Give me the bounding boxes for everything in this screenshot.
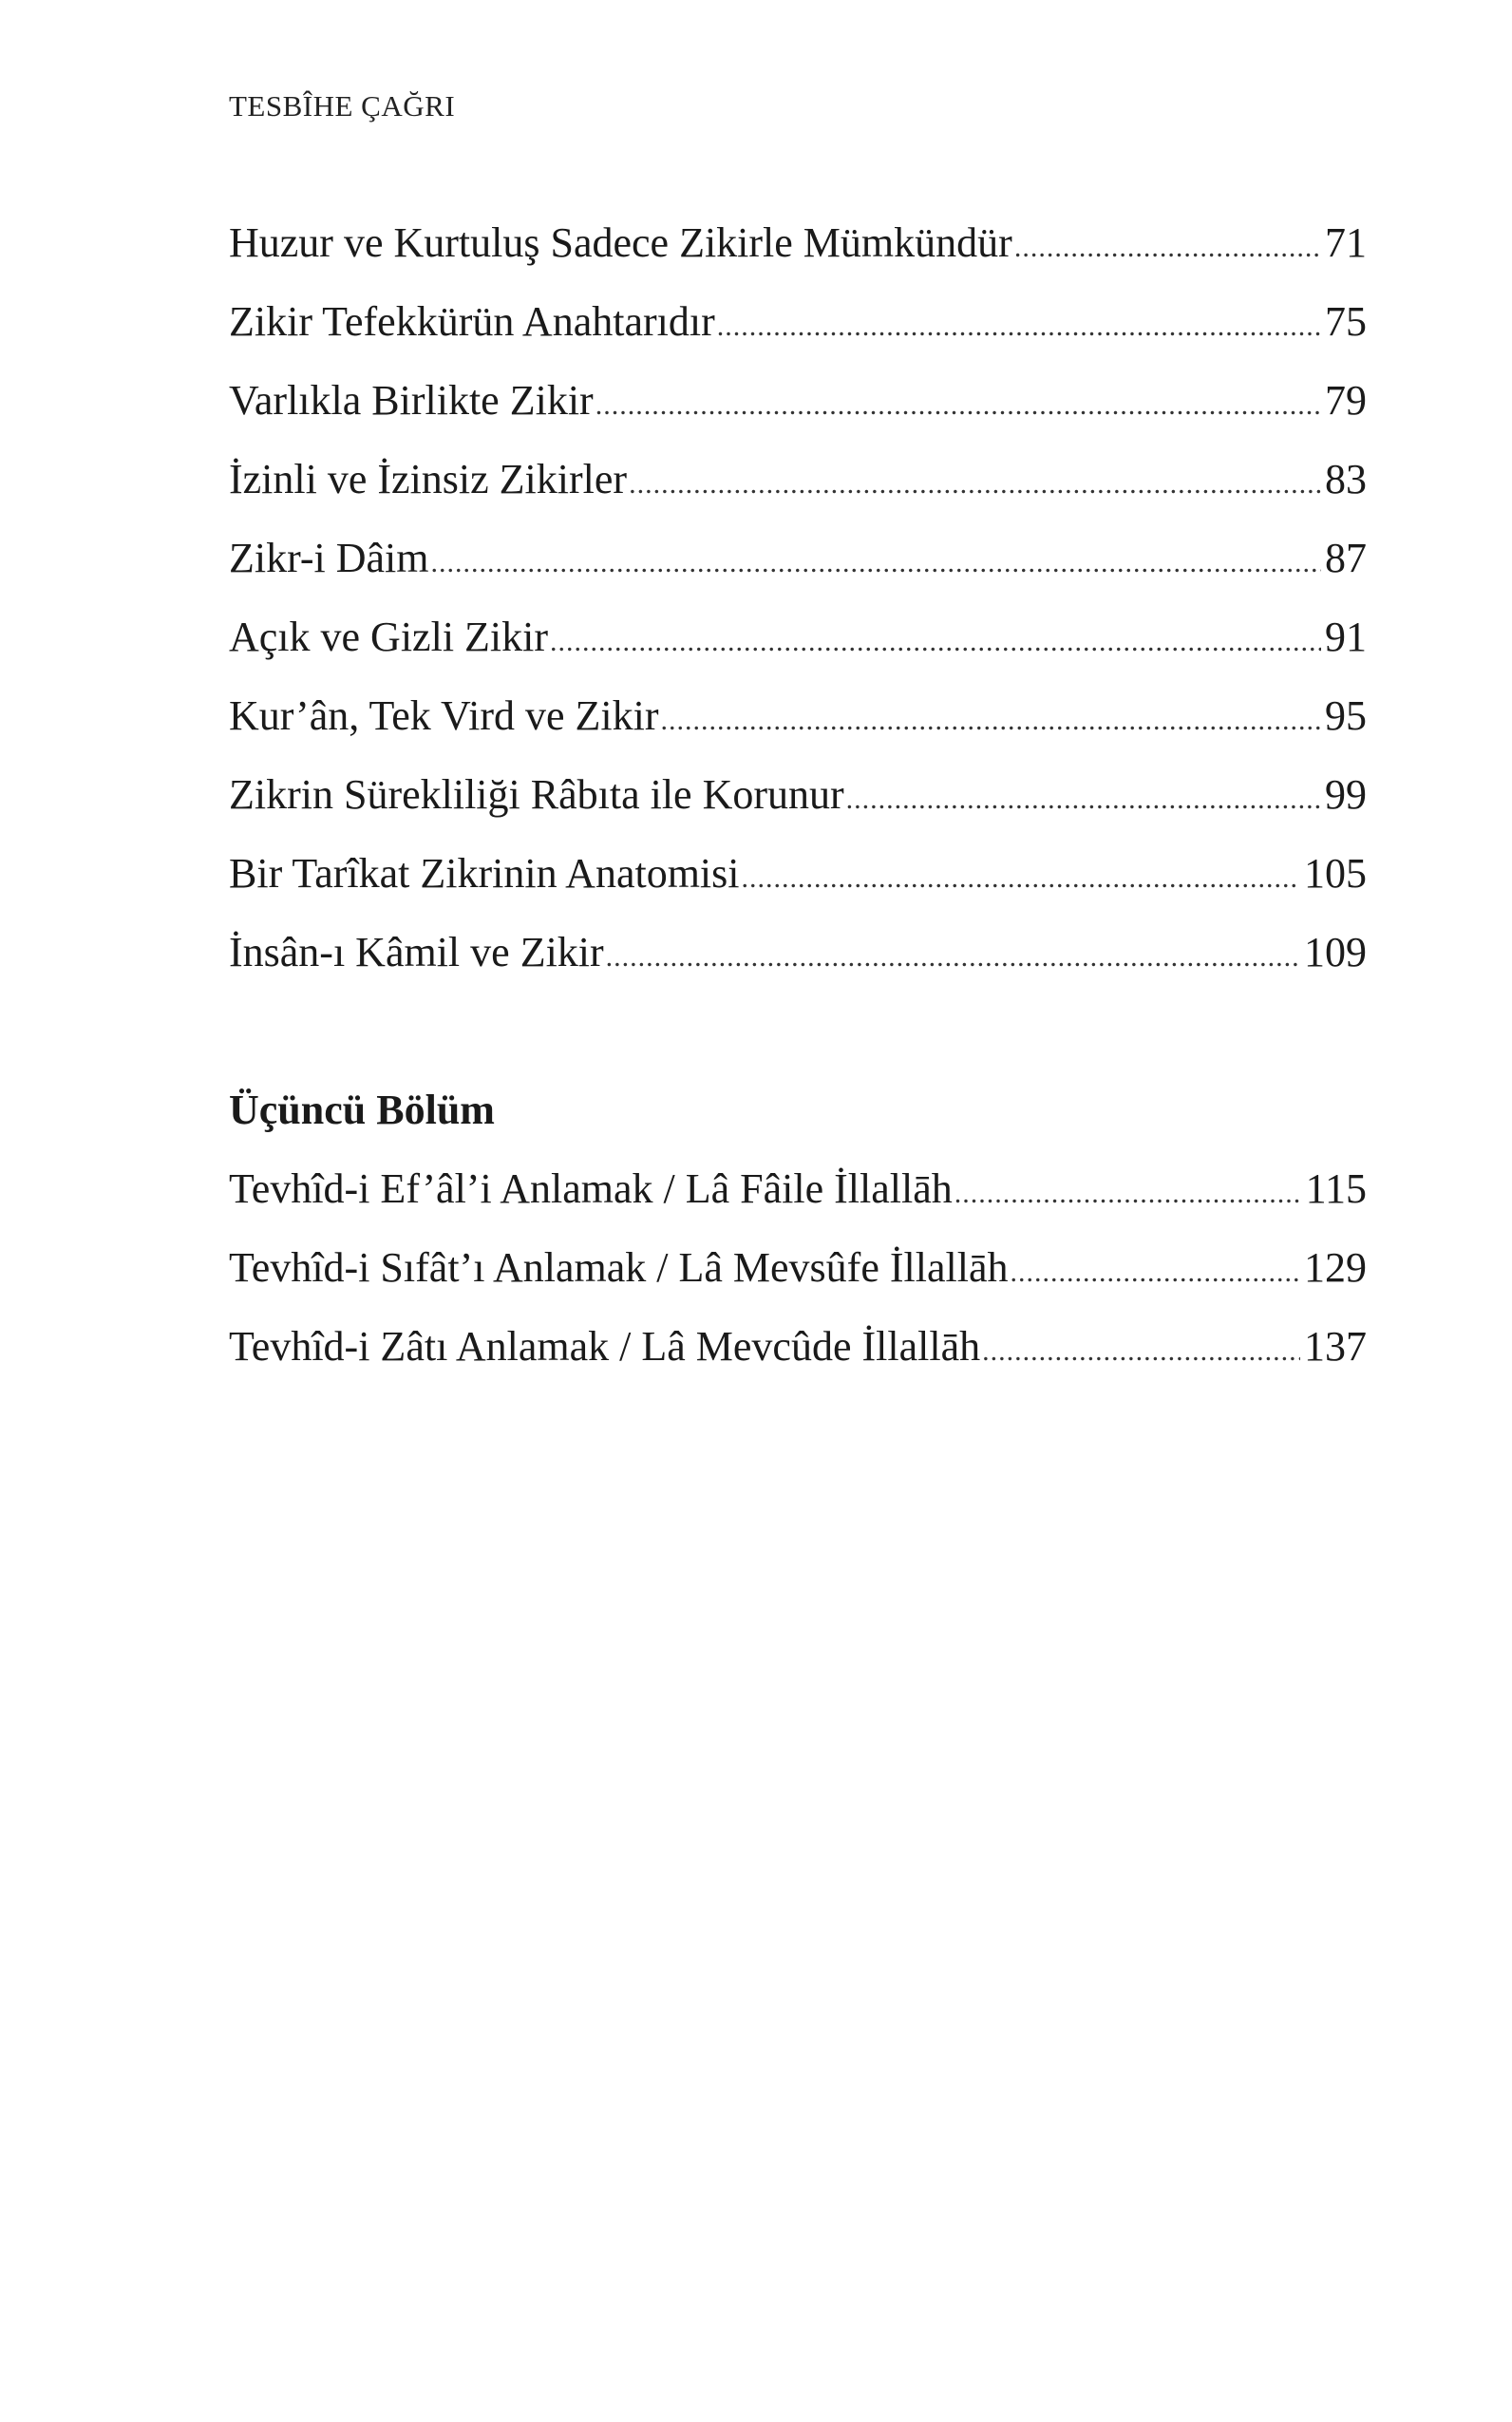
- toc-entry-title: Tevhîd-i Sıfât’ı Anlamak / Lâ Mevsûfe İllallāh: [229, 1244, 1009, 1291]
- dot-leader: [661, 707, 1321, 735]
- dot-leader: [1014, 234, 1321, 262]
- toc-entry[interactable]: [229, 616, 1367, 695]
- toc-entry-title: İzinli ve İzinsiz Zikirler: [229, 456, 628, 502]
- dot-leader: [742, 864, 1301, 893]
- toc-entry-title: İnsân-ı Kâmil ve Zikir: [229, 929, 604, 975]
- toc-entry[interactable]: [229, 535, 1367, 616]
- section-spacer: [229, 1011, 1367, 1089]
- toc-entry-title: Zikrin Sürekliliği Râbıta ile Korunur: [229, 771, 844, 818]
- running-header: TESBÎHE ÇAĞRI: [229, 89, 456, 123]
- toc-entry-title: Tevhîd-i Ef’âl’i Anlamak / Lâ Fâile İllallāh: [229, 1165, 953, 1212]
- dot-leader: [431, 549, 1321, 577]
- toc-entry[interactable]: [229, 1244, 1367, 1326]
- dot-leader: [846, 785, 1321, 814]
- dot-leader: [717, 312, 1321, 341]
- dot-leader: [550, 628, 1321, 656]
- toc-entry-page: 95: [1325, 692, 1367, 739]
- toc-entry-title: Bir Tarîkat Zikrinin Anatomisi: [229, 850, 740, 897]
- toc-entry-page: 137: [1304, 1323, 1367, 1370]
- toc-entry[interactable]: [229, 1323, 1367, 1405]
- toc-entry[interactable]: [229, 456, 1367, 538]
- toc-entry[interactable]: [229, 692, 1367, 774]
- dot-leader: [954, 1180, 1302, 1208]
- dot-leader: [982, 1337, 1300, 1366]
- toc-entry-page: 129: [1304, 1244, 1367, 1291]
- toc-entry-page: 75: [1325, 298, 1367, 345]
- toc-entry-title: Zikir Tefekkürün Anahtarıdır: [229, 298, 715, 345]
- toc-entry[interactable]: [229, 298, 1367, 380]
- toc-entry[interactable]: [229, 771, 1367, 853]
- dot-leader: [595, 391, 1321, 420]
- toc-entry-title: Zikr-i Dâim: [229, 535, 429, 581]
- toc-entry-page: 71: [1325, 219, 1367, 266]
- toc-entry-page: 115: [1305, 1165, 1367, 1212]
- table-of-contents: [229, 219, 1367, 1405]
- toc-entry-page: 83: [1325, 456, 1367, 502]
- dot-leader: [1010, 1258, 1300, 1287]
- toc-entry-title: Kur’ân, Tek Vird ve Zikir: [229, 692, 659, 739]
- toc-entry-page: 79: [1325, 377, 1367, 424]
- toc-entry[interactable]: [229, 1165, 1367, 1247]
- dot-leader: [606, 943, 1300, 972]
- toc-entry-page: 105: [1304, 850, 1367, 897]
- toc-entry-page: 87: [1325, 535, 1367, 581]
- toc-entry[interactable]: [229, 219, 1367, 301]
- toc-entry-title: Varlıkla Birlikte Zikir: [229, 377, 594, 424]
- toc-entry[interactable]: [229, 850, 1367, 932]
- section-heading: Üçüncü Bölüm: [229, 1087, 495, 1133]
- toc-entry-page: 109: [1304, 929, 1367, 975]
- toc-entry-page: 99: [1325, 771, 1367, 818]
- toc-entry-title: Tevhîd-i Zâtı Anlamak / Lâ Mevcûde İllallāh: [229, 1323, 981, 1370]
- toc-entry[interactable]: [229, 377, 1367, 459]
- toc-entry[interactable]: [229, 929, 1367, 1011]
- toc-entry-page: 91: [1325, 614, 1367, 660]
- toc-entry-title: Huzur ve Kurtuluş Sadece Zikirle Mümkündür: [229, 219, 1012, 266]
- toc-entry-title: Açık ve Gizli Zikir: [229, 614, 549, 660]
- dot-leader: [629, 470, 1321, 499]
